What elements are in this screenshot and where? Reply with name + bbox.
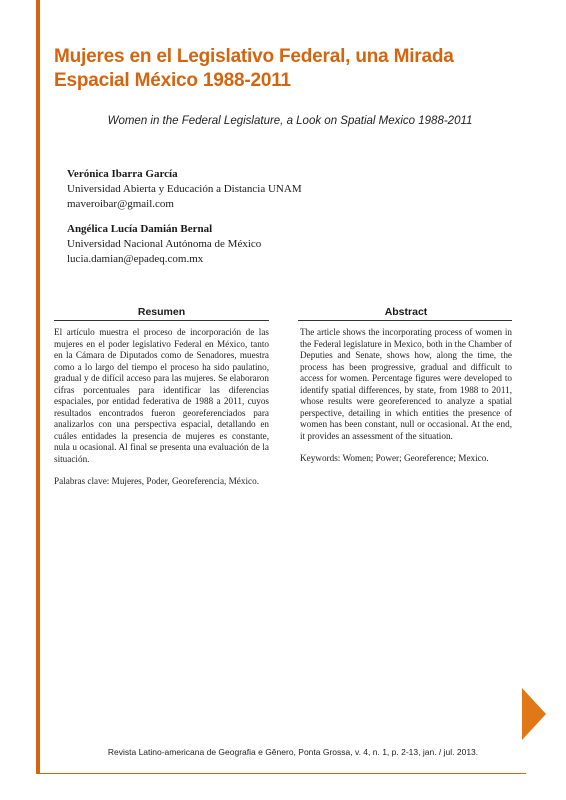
author-block xyxy=(67,167,302,212)
resumen-body: El artículo muestra el proceso de incorporación de las mujeres en el poder legislativo Federal en México, tanto en la Cámara de Diputados como de Senadores, muestra como a lo largo del tiempo el proceso ha sido paulatino, gradual y de difícil acceso para las mujeres. Se elaboraron cifras porcentuales para identificar las diferencias espaciales, por entidad federativa de 1988 a 2011, cuyos resultados encontrados fueron georeferenciados para analizarlos con una perspectiva espacial, detallando en cuáles entidades la presencia de mujeres es constante, nula u ocasional. Al final se presenta una evaluación de la situación. xyxy=(54,327,269,464)
abstract-keywords: Keywords: Women; Power; Georeference; Mexico. xyxy=(300,453,489,463)
journal-footer: Revista Latino-americana de Geografia e Gênero, Ponta Grossa, v. 4, n. 1, p. 2-13, jan. / jul. 2013. xyxy=(107,747,479,757)
resumen-divider xyxy=(54,320,269,321)
left-accent-rule xyxy=(36,0,40,773)
author-affiliation: Universidad Abierta y Educación a Distancia UNAM xyxy=(67,183,302,195)
resumen-column xyxy=(54,327,269,499)
author-name: Angélica Lucía Damián Bernal xyxy=(67,223,213,235)
abstract-body: The article shows the incorporating process of women in the Federal legislature in Mexico, both in the Chamber of Deputies and Senate, shows how, along the time, the process has been progressive, gradual and difficult to access for women. Percentage figures were developed to identify spatial differences, by state, from 1988 to 2011, whose results were georeferenced to analyze a spatial perspective, detailing in which entities the presence of women has been constant, null or occasional. At the end, it provides an assessment of the situation. xyxy=(300,327,512,441)
abstract-column xyxy=(300,327,512,476)
resumen-heading: Resumen xyxy=(137,306,186,318)
article-title: Mujeres en el Legislativo Federal, una Mirada Espacial México 1988-2011 xyxy=(54,46,454,91)
footer-rule xyxy=(36,773,526,774)
next-page-arrow-icon[interactable] xyxy=(522,688,546,740)
abstract-heading: Abstract xyxy=(384,306,428,318)
author-block xyxy=(67,222,261,267)
abstract-divider xyxy=(298,320,512,321)
author-affiliation: Universidad Nacional Autónoma de México xyxy=(67,238,262,250)
author-name: Verónica Ibarra García xyxy=(67,168,178,180)
author-email: maveroibar@gmail.com xyxy=(67,198,174,210)
article-subtitle: Women in the Federal Legislature, a Look on Spatial Mexico 1988-2011 xyxy=(107,115,473,127)
author-email: lucia.damian@epadeq.com.mx xyxy=(67,253,204,265)
resumen-keywords: Palabras clave: Mujeres, Poder, Georeferencia, México. xyxy=(54,476,259,486)
